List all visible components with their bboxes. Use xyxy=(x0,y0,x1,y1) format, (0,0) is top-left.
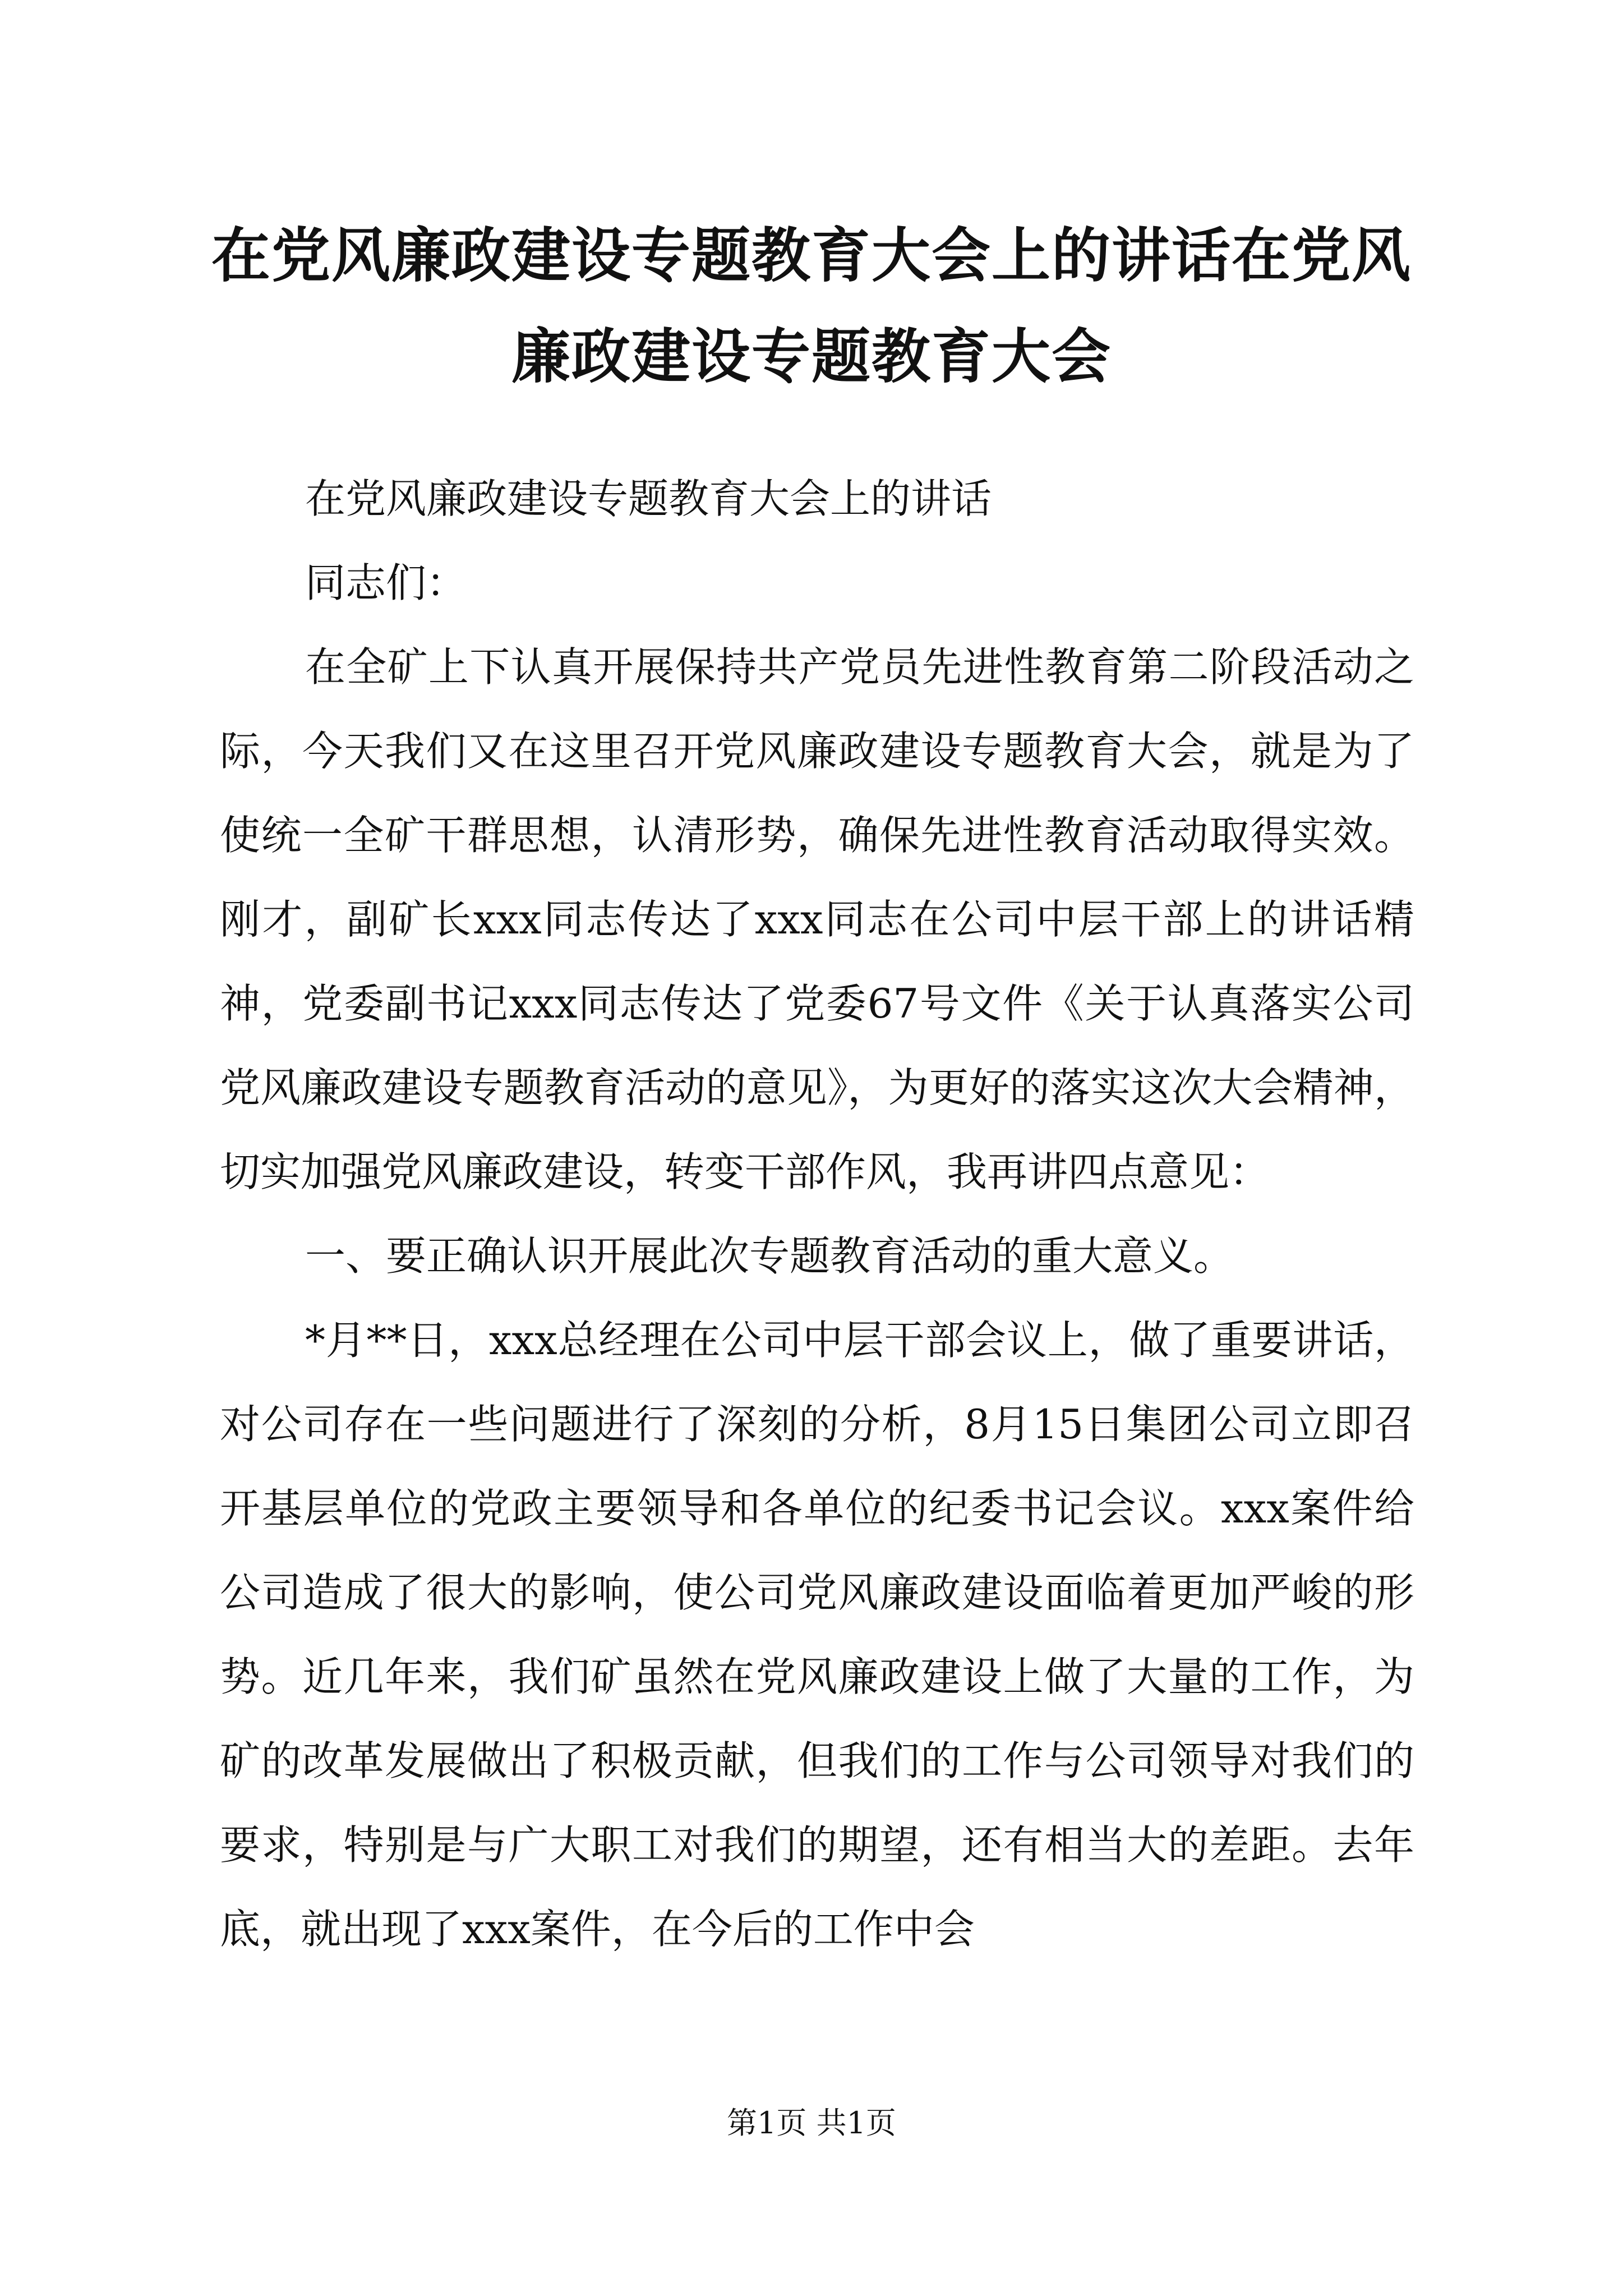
document-body xyxy=(220,457,1414,1971)
salutation: 同志们： xyxy=(305,559,467,606)
document-title-line-1: 在党风廉政建设专题教育大会上的讲话在党风 xyxy=(211,220,1412,290)
speech-heading: 在党风廉政建设专题教育大会上的讲话 xyxy=(305,475,992,522)
page-footer: 第1页 共1页 xyxy=(727,2105,896,2141)
document-title-line-2: 廉政建设专题教育大会 xyxy=(511,321,1112,391)
paragraph-intro: 在全矿上下认真开展保持共产党员先进性教育第二阶段活动之际，今天我们又在这里召开党风廉政建设专题教育大会，就是为了使统一全矿干群思想，认清形势，确保先进性教育活动取得实效。刚才，副矿长xxx同志传达了xxx同志在公司中层干部上的讲话精神，党委副书记xxx同志传达了党委67号文件《关于认真落实公司党风廉政建设专题教育活动的意见》，为更好的落实这次大会精神，切实加强党风廉政建设，转变干部作风，我再讲四点意见： xyxy=(220,643,1414,1195)
paragraph-section-1: *月**日，xxx总经理在公司中层干部会议上，做了重要讲话，对公司存在一些问题进行了深刻的分析，8月15日集团公司立即召开基层单位的党政主要领导和各单位的纪委书记会议。xxx案件给公司造成了很大的影响，使公司党风廉政建设面临着更加严峻的形势。近几年来，我们矿虽然在党风廉政建设上做了大量的工作，为矿的改革发展做出了积极贡献，但我们的工作与公司领导对我们的要求，特别是与广大职工对我们的期望，还有相当大的差距。去年底，就出现了xxx案件，在今后的工作中会 xyxy=(220,1317,1414,1953)
section-heading-1: 一、要正确认识开展此次专题教育活动的重大意义。 xyxy=(305,1232,1234,1280)
